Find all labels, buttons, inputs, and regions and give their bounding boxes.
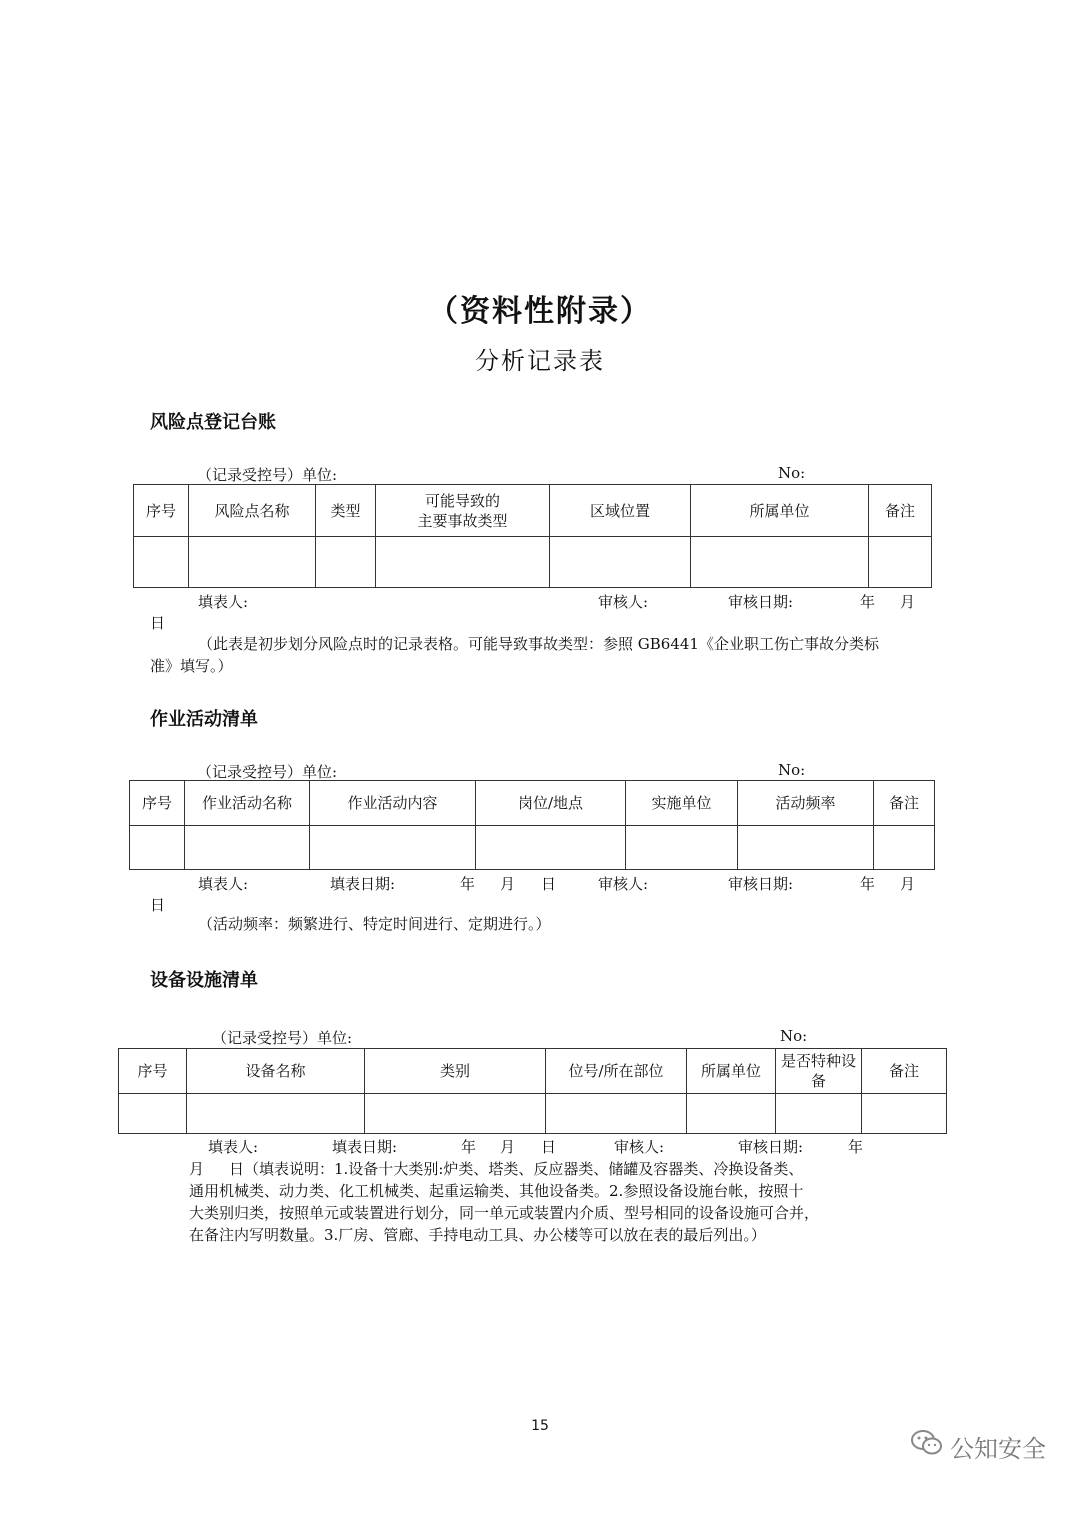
section-heading-equipment: 设备设施清单 bbox=[150, 970, 258, 991]
table-header-row bbox=[130, 781, 935, 826]
record-unit-label: （记录受控号）单位: bbox=[212, 1029, 353, 1047]
header-cell: 设备名称 bbox=[187, 1049, 365, 1094]
table-cell[interactable] bbox=[738, 826, 874, 870]
table-row bbox=[130, 826, 935, 870]
table-cell[interactable] bbox=[626, 826, 738, 870]
table-note-line2: 通用机械类、动力类、化工机械类、起重运输类、其他设备类。2.参照设备设施台帐，按照十 bbox=[189, 1182, 804, 1200]
header-cell: 序号 bbox=[130, 781, 185, 826]
header-cell: 备注 bbox=[869, 485, 932, 537]
equipment-table bbox=[118, 1048, 947, 1134]
reviewer-label: 审核人: bbox=[614, 1138, 665, 1156]
header-cell: 所属单位 bbox=[687, 1049, 776, 1094]
table-cell[interactable] bbox=[776, 1094, 862, 1134]
month-label: 月 bbox=[189, 1160, 205, 1178]
table-cell[interactable] bbox=[546, 1094, 687, 1134]
table-note-line4: 在备注内写明数量。3.厂房、管廊、手持电动工具、办公楼等可以放在表的最后列出。） bbox=[189, 1226, 766, 1244]
reviewer-label: 审核人: bbox=[598, 875, 649, 893]
table-cell[interactable] bbox=[316, 537, 376, 588]
header-line: 主要事故类型 bbox=[417, 511, 508, 530]
table-cell[interactable] bbox=[376, 537, 550, 588]
review-date-label: 审核日期: bbox=[738, 1138, 804, 1156]
day-label: 日 bbox=[150, 614, 166, 632]
month-label: 月 bbox=[900, 875, 916, 893]
table-note-line3: 大类别归类，按照单元或装置进行划分，同一单元或装置内介质、型号相同的设备设施可合并， bbox=[189, 1204, 820, 1222]
header-cell: 岗位/地点 bbox=[476, 781, 626, 826]
year-label: 年 bbox=[461, 1138, 477, 1156]
table-cell[interactable] bbox=[862, 1094, 947, 1134]
header-cell: 序号 bbox=[134, 485, 189, 537]
day-label: 日 bbox=[541, 1138, 557, 1156]
table-cell[interactable] bbox=[550, 537, 691, 588]
header-line: 是否特种设 bbox=[780, 1052, 856, 1070]
table-cell[interactable] bbox=[874, 826, 935, 870]
month-label: 月 bbox=[500, 1138, 516, 1156]
page-number: 15 bbox=[531, 1418, 549, 1434]
year-label: 年 bbox=[848, 1138, 864, 1156]
year-label: 年 bbox=[860, 593, 876, 611]
header-cell: 活动频率 bbox=[738, 781, 874, 826]
table-cell[interactable] bbox=[130, 826, 185, 870]
table-header-row bbox=[119, 1049, 947, 1094]
table-cell[interactable] bbox=[869, 537, 932, 588]
filler-label: 填表人: bbox=[198, 593, 249, 611]
header-cell: 作业活动名称 bbox=[185, 781, 310, 826]
header-cell: 区域位置 bbox=[550, 485, 691, 537]
table-cell[interactable] bbox=[187, 1094, 365, 1134]
risk-point-table bbox=[133, 484, 932, 588]
table-cell[interactable] bbox=[310, 826, 476, 870]
header-cell: 备注 bbox=[862, 1049, 947, 1094]
filler-label: 填表人: bbox=[208, 1138, 259, 1156]
header-cell: 所属单位 bbox=[691, 485, 869, 537]
record-unit-label: （记录受控号）单位: bbox=[197, 466, 338, 484]
header-cell: 序号 bbox=[119, 1049, 187, 1094]
record-no-label: No: bbox=[778, 464, 806, 482]
form-title: 分析记录表 bbox=[475, 347, 605, 375]
table-row bbox=[134, 537, 932, 588]
header-cell: 作业活动内容 bbox=[310, 781, 476, 826]
header-line: 备 bbox=[810, 1072, 826, 1090]
table-cell[interactable] bbox=[687, 1094, 776, 1134]
header-cell: 风险点名称 bbox=[189, 485, 316, 537]
section-heading-work-activities: 作业活动清单 bbox=[150, 709, 258, 730]
review-date-label: 审核日期: bbox=[728, 593, 794, 611]
record-no-label: No: bbox=[780, 1027, 808, 1045]
year-label: 年 bbox=[460, 875, 476, 893]
table-cell[interactable] bbox=[134, 537, 189, 588]
fill-date-label: 填表日期: bbox=[332, 1138, 398, 1156]
header-cell: 实施单位 bbox=[626, 781, 738, 826]
work-activity-table bbox=[129, 780, 935, 870]
table-cell[interactable] bbox=[691, 537, 869, 588]
header-line: 可能导致的 bbox=[424, 491, 500, 510]
table-note: （此表是初步划分风险点时的记录表格。可能导致事故类型：参照 GB6441《企业职工伤亡事故分类标 bbox=[198, 635, 879, 653]
table-note: （活动频率：频繁进行、特定时间进行、定期进行。） bbox=[198, 915, 551, 933]
fill-date-label: 填表日期: bbox=[330, 875, 396, 893]
month-label: 月 bbox=[500, 875, 516, 893]
table-note-cont: 准》填写。） bbox=[150, 657, 233, 675]
table-header-row bbox=[134, 485, 932, 537]
filler-label: 填表人: bbox=[198, 875, 249, 893]
table-note-line1: 日（填表说明：1.设备十大类别:炉类、塔类、反应器类、储罐及容器类、冷换设备类、 bbox=[229, 1160, 804, 1178]
table-row bbox=[119, 1094, 947, 1134]
wechat-icon bbox=[910, 1428, 944, 1464]
header-cell: 类别 bbox=[365, 1049, 546, 1094]
review-date-label: 审核日期: bbox=[728, 875, 794, 893]
section-heading-risk-points: 风险点登记台账 bbox=[150, 412, 276, 433]
watermark-text: 公知安全 bbox=[950, 1434, 1046, 1463]
appendix-title: （资料性附录） bbox=[428, 294, 652, 329]
day-label: 日 bbox=[150, 896, 166, 914]
record-unit-label: （记录受控号）单位: bbox=[197, 763, 338, 781]
header-cell: 位号/所在部位 bbox=[546, 1049, 687, 1094]
header-cell: 类型 bbox=[316, 485, 376, 537]
record-no-label: No: bbox=[778, 761, 806, 779]
reviewer-label: 审核人: bbox=[598, 593, 649, 611]
watermark bbox=[910, 1428, 1046, 1464]
table-cell[interactable] bbox=[119, 1094, 187, 1134]
table-cell[interactable] bbox=[185, 826, 310, 870]
header-cell bbox=[776, 1049, 862, 1094]
table-cell[interactable] bbox=[365, 1094, 546, 1134]
day-label: 日 bbox=[541, 875, 557, 893]
table-cell[interactable] bbox=[476, 826, 626, 870]
header-cell bbox=[376, 485, 550, 537]
header-cell: 备注 bbox=[874, 781, 935, 826]
month-label: 月 bbox=[900, 593, 916, 611]
table-cell[interactable] bbox=[189, 537, 316, 588]
year-label: 年 bbox=[860, 875, 876, 893]
